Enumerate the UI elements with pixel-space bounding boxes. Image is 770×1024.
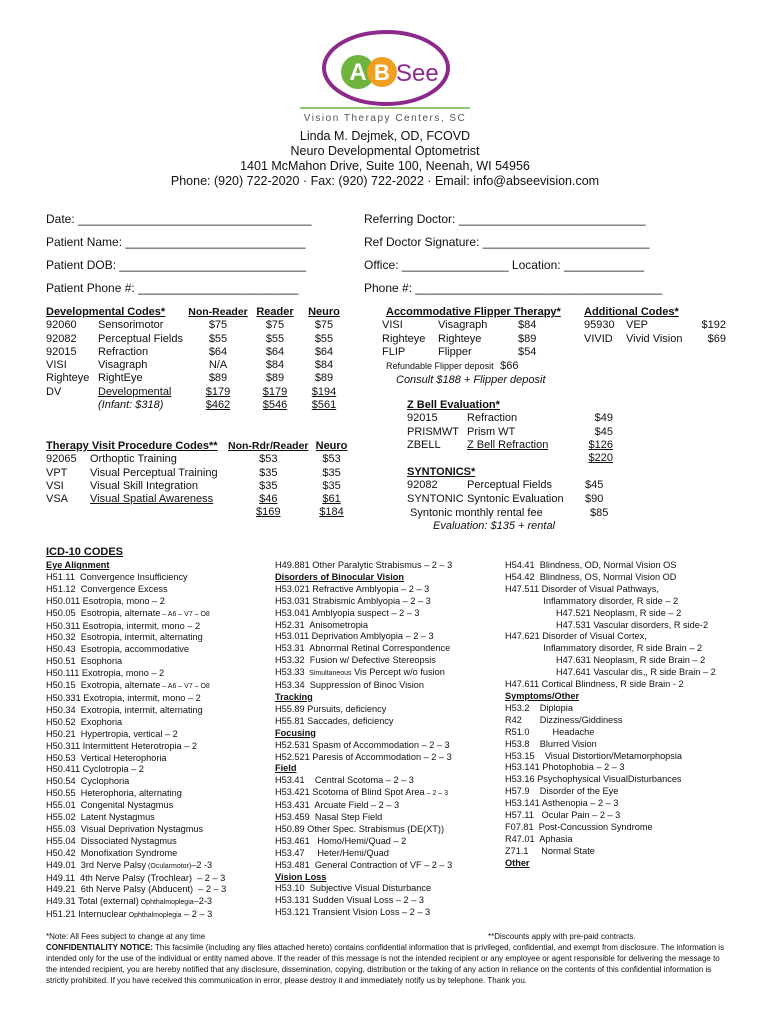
- phone-field[interactable]: Phone #: _____________________________________: [364, 281, 663, 295]
- icd-code-line: [275, 812, 452, 824]
- col-reader: Reader: [256, 306, 294, 318]
- icd-code-line: [275, 895, 452, 907]
- icd-text: H55.02 Latent Nystagmus: [46, 812, 155, 823]
- icd-text: H55.04 Dissociated Nystagmus: [46, 835, 177, 846]
- icd-text: H51.21 Internuclear: [46, 909, 127, 920]
- icd-code-line: [505, 751, 716, 763]
- icd-code-line: [46, 680, 226, 693]
- specialty: Neuro Developmental Optometrist: [290, 144, 480, 158]
- icd-code-line: [46, 824, 226, 836]
- table-row: VISI Visagraph N/A $84 $84: [46, 359, 334, 372]
- icd-code-line: [505, 655, 716, 667]
- logo-letter-a: A: [349, 59, 367, 86]
- icd-small-text: Ophthalmoplegia: [138, 899, 194, 907]
- icd-code-line: [46, 836, 226, 848]
- icd-code-line: [275, 836, 452, 848]
- icd-text: H53.15 Visual Distortion/Metamorphopsia: [505, 750, 683, 761]
- icd-suffix-text: – 2 – 3: [181, 909, 213, 920]
- icd-code-line: [275, 608, 452, 620]
- icd-section-heading: [505, 858, 716, 870]
- icd-code-line: [46, 632, 226, 644]
- icd-text: H50.331 Exotropia, intermit, mono – 2: [46, 692, 201, 703]
- icd-text: H53.431 Arcuate Field – 2 – 3: [275, 800, 400, 811]
- icd-text: H50.51 Esophoria: [46, 656, 123, 667]
- icd-code-line: [275, 787, 452, 800]
- icd-text: H53.041 Amblyopia suspect – 2 – 3: [275, 607, 420, 618]
- icd-code-line: [275, 848, 452, 860]
- icd-text: H50.55 Heterophoria, alternating: [46, 788, 182, 799]
- logo-letter-b: B: [374, 60, 390, 85]
- fees-note: *Note: All Fees subject to change at any time: [46, 932, 206, 941]
- icd-code-line: [505, 739, 716, 751]
- icd-code-line: [46, 909, 226, 922]
- table-row: DV Developmental $179 $179 $194: [46, 385, 337, 398]
- icd-text: H53.32 Fusion w/ Defective Stereopsis: [275, 655, 436, 666]
- icd-text: H50.43 Esotropia, accommodative: [46, 644, 189, 655]
- icd-text: H49.31 Total (external): [46, 896, 139, 907]
- icd-code-line: [46, 896, 226, 909]
- icd-code-line: [46, 717, 226, 729]
- icd-section-heading: [46, 560, 226, 572]
- table-row: Righteye Righteye $89: [382, 332, 537, 345]
- icd-code-line: [46, 596, 226, 608]
- icd-code-line: [275, 752, 452, 764]
- contact-line: Phone: (920) 722-2020 · Fax: (920) 722-2022 · Email: info@abseevision.com: [170, 174, 600, 188]
- icd-text: Symptoms/Other: [505, 690, 580, 701]
- table-row: VSA Visual Spatial Awareness $46 $61: [46, 493, 341, 506]
- table-row: 92060 Sensorimotor $75 $75 $75: [46, 319, 334, 332]
- icd-text: H53.31 Abnormal Retinal Correspondence: [275, 643, 451, 654]
- icd-section-heading: [275, 572, 452, 584]
- icd-code-line: [46, 584, 226, 596]
- icd-text: H50.411 Cyclotropia – 2: [46, 764, 144, 775]
- icd-code-line: [46, 788, 226, 800]
- icd-small-text: (Ocularmotor): [146, 862, 192, 870]
- icd-code-line: [505, 608, 716, 620]
- table-row: 92082 Perceptual Fields $55 $55 $55: [46, 332, 334, 345]
- icd-small-text: – A6 – V7 – O8: [160, 683, 210, 691]
- icd-code-line: [275, 667, 452, 680]
- icd-code-line: [505, 822, 716, 834]
- icd-code-line: [46, 668, 226, 680]
- icd-code-line: [275, 860, 452, 872]
- icd-text: H53.011 Deprivation Amblyopia – 2 – 3: [275, 631, 434, 642]
- icd-text: H53.421 Scotoma of Blind Spot Area: [275, 787, 425, 798]
- icd-text: H50.34 Exotropia, intermit, alternating: [46, 704, 203, 715]
- totals-row: $220: [588, 452, 613, 465]
- address: 1401 McMahon Drive, Suite 100, Neenah, WI 54956: [240, 159, 530, 173]
- icd-code-line: [505, 560, 716, 572]
- doctor-name: Linda M. Dejmek, OD, FCOVD: [299, 129, 471, 143]
- icd-code-line: [275, 560, 452, 572]
- table-row: 92065 Orthoptic Training $53 $53: [46, 453, 341, 466]
- icd-text: H55.01 Congenital Nystagmus: [46, 800, 174, 811]
- flipper-deposit: Refundable Flipper deposit $66: [386, 360, 519, 372]
- icd-text: Field: [275, 763, 297, 774]
- icd-column-1: [46, 560, 226, 922]
- col-neuro: Neuro: [308, 306, 340, 318]
- icd-section-heading: [275, 692, 452, 704]
- icd-code-line: [46, 608, 226, 621]
- icd-code-line: [46, 693, 226, 705]
- icd-code-line: [46, 800, 226, 812]
- col-therapy-neuro: Neuro: [315, 440, 348, 452]
- icd-text: H49.01 3rd Nerve Palsy: [46, 859, 147, 870]
- icd-text: H49.21 6th Nerve Palsy (Abducent) – 2 – 3: [46, 884, 227, 895]
- icd-text: H49.11 4th Nerve Palsy (Trochlear) – 2 – 3: [46, 872, 226, 883]
- logo-see: See: [396, 60, 439, 87]
- table-row: SYNTONIC Syntonic Evaluation $90: [407, 492, 604, 505]
- icd-text: H53.33: [275, 667, 308, 678]
- icd-text: H57.9 Disorder of the Eye: [505, 786, 619, 797]
- icd-text: H50.311 Intermittent Heterotropia – 2: [46, 740, 197, 751]
- table-row: VIVID Vivid Vision $69: [584, 332, 726, 345]
- icd-code-line: [46, 776, 226, 788]
- col-nonrdr-reader: Non-Rdr/Reader: [228, 440, 309, 452]
- icd-text: H50.89 Other Spec. Strabismus (DE(XT)): [275, 823, 444, 834]
- icd-suffix-text: Vis Percept w/o fusion: [351, 667, 445, 678]
- icd-text: Z71.1 Normal State: [505, 845, 595, 856]
- icd-code-line: [275, 716, 452, 728]
- icd-text: H47.621 Disorder of Visual Cortex,: [505, 631, 647, 642]
- totals-row: $169 $184: [256, 506, 344, 519]
- icd-code-line: [275, 631, 452, 643]
- patient-dob-field[interactable]: Patient DOB: ____________________________: [46, 258, 307, 272]
- ref-doctor-signature-field[interactable]: Ref Doctor Signature: _________________________: [364, 235, 650, 249]
- icd-text: H50.15 Exotropia, alternate: [46, 680, 161, 691]
- icd-code-line: [46, 764, 226, 776]
- icd-text: H54.41 Blindness, OD, Normal Vision OS: [505, 560, 677, 570]
- discount-note: **Discounts apply with pre-paid contracts.: [488, 932, 636, 941]
- flipper-consult: Consult $188 + Flipper deposit: [396, 374, 546, 386]
- developmental-codes-table: [46, 306, 346, 412]
- icd-small-text: – A6 – V7 – O8: [160, 610, 210, 618]
- icd-text: H50.42 Monofixation Syndrome: [46, 847, 178, 858]
- icd-suffix-text: –2 -3: [191, 859, 213, 870]
- icd-code-line: [46, 572, 226, 584]
- icd-title: ICD-10 CODES: [46, 546, 124, 558]
- icd-section-heading: [275, 872, 452, 884]
- icd-code-line: [46, 621, 226, 633]
- icd-section-heading: [275, 728, 452, 740]
- icd-text: Tracking: [275, 691, 313, 702]
- patient-phone-field[interactable]: Patient Phone #: ________________________: [46, 281, 299, 295]
- icd-text: R51.0 Headache: [505, 726, 595, 737]
- icd-text: R42 Dizziness/Giddiness: [505, 714, 623, 725]
- icd-text: Focusing: [275, 727, 316, 738]
- icd-text: H55.81 Saccades, deficiency: [275, 715, 394, 726]
- icd-text: H50.011 Esotropia, mono – 2: [46, 595, 165, 606]
- table-row: 95930 VEP $192: [584, 319, 726, 332]
- icd-code-line: [505, 703, 716, 715]
- icd-text: H53.16 Psychophysical VisualDisturbances: [505, 774, 682, 785]
- icd-small-text: Simultaneous: [307, 670, 352, 678]
- icd-code-line: [275, 680, 452, 692]
- icd-text: H51.12 Convergence Excess: [46, 583, 168, 594]
- icd-text: H47.521 Neoplasm, R side – 2: [505, 607, 682, 618]
- icd-code-line: [46, 729, 226, 741]
- icd-text: H53.2 Diplopia: [505, 702, 573, 713]
- icd-code-line: [505, 810, 716, 822]
- icd-code-line: [46, 884, 226, 896]
- icd-section-heading: [275, 763, 452, 775]
- icd-text: H49.881 Other Paralytic Strabismus – 2 – 3: [275, 560, 453, 570]
- icd-code-line: [275, 800, 452, 812]
- icd-text: H47.611 Cortical Blindness, R side Brain - 2: [505, 679, 684, 690]
- icd-code-line: [275, 655, 452, 667]
- col-non-reader: Non-Reader: [188, 306, 248, 318]
- icd-code-line: [505, 620, 716, 632]
- tagline: Vision Therapy Centers, SC: [303, 113, 467, 124]
- icd-code-line: [275, 596, 452, 608]
- icd-text: H50.05 Esotropia, alternate: [46, 607, 161, 618]
- icd-code-line: [46, 741, 226, 753]
- icd-code-line: [275, 775, 452, 787]
- icd-column-2: [275, 560, 452, 919]
- icd-text: H51.11 Convergence Insufficiency: [46, 571, 188, 582]
- icd-text: H53.121 Transient Vision Loss – 2 – 3: [275, 907, 431, 918]
- icd-code-line: [505, 762, 716, 774]
- icd-code-line: [505, 834, 716, 846]
- table-row: 92082 Perceptual Fields $45: [407, 479, 604, 492]
- icd-text: H50.311 Esotropia, intermit, mono – 2: [46, 620, 201, 631]
- confidentiality-notice: CONFIDENTIALITY NOTICE: This facsimile (including any files attached hereto) contains confidential information that is privileged, confidential, and exempt from disclosure. The information is intended only for the use of the individual or entity named above. If the reader of this message is not the intended recipient or any employee or agent responsible for delivering the message to the intended recipient, you are hereby notified that any disclosure, dissemination, copying, distribution or the taking of any action in reliance on the contents of this confidential information is strictly prohibited. If you have received this communication in error, please destroy it and immediately notify us by telephone. Thank you.: [46, 943, 725, 985]
- date-field[interactable]: Date: ___________________________________: [46, 212, 312, 226]
- icd-code-line: [505, 572, 716, 584]
- icd-text: H53.459 Nasal Step Field: [275, 812, 383, 823]
- icd-code-line: [275, 643, 452, 655]
- icd-text: H50.21 Hypertropia, vertical – 2: [46, 728, 178, 739]
- icd-text: H50.53 Vertical Heterophoria: [46, 752, 167, 763]
- icd-text: H47.631 Neoplasm, R side Brain – 2: [505, 655, 706, 666]
- icd-code-line: [46, 812, 226, 824]
- icd-text: Eye Alignment: [46, 560, 110, 570]
- icd-text: H52.531 Spasm of Accommodation – 2 – 3: [275, 739, 450, 750]
- additional-title: Additional Codes*: [584, 306, 679, 318]
- icd-text: Inflammatory disorder, R side Brain – 2: [505, 643, 703, 654]
- icd-text: H55.03 Visual Deprivation Nystagmus: [46, 823, 204, 834]
- icd-code-line: [275, 704, 452, 716]
- icd-code-line: [46, 753, 226, 765]
- icd-text: H47.531 Vascular disorders, R side-2: [505, 619, 709, 630]
- icd-code-line: [275, 740, 452, 752]
- table-row: VSI Visual Skill Integration $35 $35: [46, 479, 341, 492]
- icd-text: H53.141 Photophobia – 2 – 3: [505, 762, 625, 773]
- additional-codes-table: [584, 306, 726, 346]
- icd-text: H53.461 Homo/Hemi/Quad – 2: [275, 835, 407, 846]
- icd-text: H47.641 Vascular dis,, R side Brain – 2: [505, 667, 716, 678]
- flipper-title: Accommodative Flipper Therapy*: [386, 306, 561, 318]
- icd-text: H52.521 Paresis of Accommodation – 2 – 3: [275, 751, 452, 762]
- syntonics-title: SYNTONICS*: [407, 466, 476, 478]
- icd-text: H53.47 Heter/Hemi/Quad: [275, 847, 389, 858]
- therapy-codes-table: [46, 440, 355, 520]
- icd-text: Disorders of Binocular Vision: [275, 571, 404, 582]
- icd-text: H53.41 Central Scotoma – 2 – 3: [275, 775, 414, 786]
- icd-code-line: [46, 873, 226, 885]
- icd-text: H50.52 Exophoria: [46, 716, 123, 727]
- icd-code-line: [275, 907, 452, 919]
- icd-code-line: [46, 644, 226, 656]
- table-row: PRISMWT Prism WT $45: [407, 425, 613, 438]
- flipper-therapy-table: [382, 306, 561, 359]
- icd-text: H53.141 Asthenopia – 2 – 3: [505, 798, 619, 809]
- icd-text: H47.511 Disorder of Visual Pathways,: [505, 583, 659, 594]
- totals-row: (Infant: $318) $462 $546 $561: [98, 399, 337, 412]
- table-row: 92015 Refraction $64 $64 $64: [46, 345, 334, 358]
- table-row: FLIP Flipper $54: [382, 345, 537, 358]
- icd-suffix-text: –2-3: [193, 896, 213, 907]
- icd-text: H50.54 Cyclophoria: [46, 776, 130, 787]
- icd-code-line: [46, 705, 226, 717]
- therapy-title: Therapy Visit Procedure Codes**: [46, 440, 218, 452]
- table-row: Righteye RightEye $89 $89 $89: [46, 372, 334, 385]
- dev-codes-title: Developmental Codes*: [46, 306, 166, 318]
- icd-code-line: [46, 848, 226, 860]
- patient-name-field[interactable]: Patient Name: ___________________________: [46, 235, 306, 249]
- syntonics-table: [407, 466, 615, 506]
- icd-text: H55.89 Pursuits, deficiency: [275, 703, 387, 714]
- icd-text: Vision Loss: [275, 871, 327, 882]
- icd-text: H57.11 Ocular Pain – 2 – 3: [505, 810, 621, 821]
- icd-text: H54.42 Blindness, OS, Normal Vision OD: [505, 571, 677, 582]
- icd-code-line: [46, 860, 226, 873]
- icd-small-text: Ophthalmoplegia: [126, 912, 182, 920]
- icd-code-line: [505, 715, 716, 727]
- table-row: ZBELL Z Bell Refraction $126: [407, 438, 613, 451]
- icd-text: H53.031 Strabismic Amblyopia – 2 – 3: [275, 595, 431, 606]
- icd-code-line: [275, 824, 452, 836]
- icd-code-line: [505, 798, 716, 810]
- icd-code-line: [505, 584, 716, 596]
- icd-code-line: [505, 774, 716, 786]
- icd-text: H52.31 Anisometropia: [275, 619, 368, 630]
- icd-text: H50.111 Exotropia, mono – 2: [46, 668, 165, 679]
- icd-code-line: [505, 727, 716, 739]
- table-row: VISI Visagraph $84: [382, 319, 537, 332]
- table-row: VPT Visual Perceptual Training $35 $35: [46, 466, 341, 479]
- icd-text: H53.34 Suppression of Binoc Vision: [275, 680, 424, 691]
- icd-text: H50.32 Esotropia, intermit, alternating: [46, 632, 203, 643]
- office-location-field[interactable]: Office: ________________ Location: ____________: [364, 258, 645, 272]
- icd-code-line: [275, 584, 452, 596]
- icd-column-3: [505, 560, 716, 870]
- icd-text: Inflammatory disorder, R side – 2: [505, 595, 679, 606]
- icd-text: H53.131 Sudden Visual Loss – 2 – 3: [275, 895, 424, 906]
- syntonic-monthly: Syntonic monthly rental fee $85: [410, 507, 609, 519]
- icd-code-line: [505, 679, 716, 691]
- icd-text: F07.81 Post-Concussion Syndrome: [505, 821, 653, 832]
- icd-text: H53.021 Refractive Amblyopia – 2 – 3: [275, 583, 430, 594]
- icd-section-heading: [505, 691, 716, 703]
- icd-code-line: [505, 846, 716, 858]
- icd-code-line: [505, 631, 716, 643]
- icd-code-line: [275, 620, 452, 632]
- icd-code-line: [275, 883, 452, 895]
- icd-text: Other: [505, 857, 530, 868]
- syntonic-evaluation: Evaluation: $135 + rental: [433, 520, 556, 532]
- icd-code-line: [46, 656, 226, 668]
- icd-code-line: [505, 596, 716, 608]
- icd-text: R47.01 Aphasia: [505, 833, 573, 844]
- icd-text: H53.10 Subjective Visual Disturbance: [275, 883, 432, 894]
- icd-code-line: [505, 667, 716, 679]
- referring-doctor-field[interactable]: Referring Doctor: ____________________________: [364, 212, 646, 226]
- zbell-title: Z Bell Evaluation*: [407, 399, 500, 411]
- table-row: 92015 Refraction $49: [407, 412, 613, 425]
- icd-text: H53.8 Blurred Vision: [505, 738, 597, 749]
- zbell-table: [407, 399, 613, 465]
- icd-text: H53.481 General Contraction of VF – 2 – 3: [275, 859, 453, 870]
- icd-code-line: [505, 643, 716, 655]
- icd-code-line: [505, 786, 716, 798]
- icd-small-text: – 2 – 3: [424, 790, 449, 798]
